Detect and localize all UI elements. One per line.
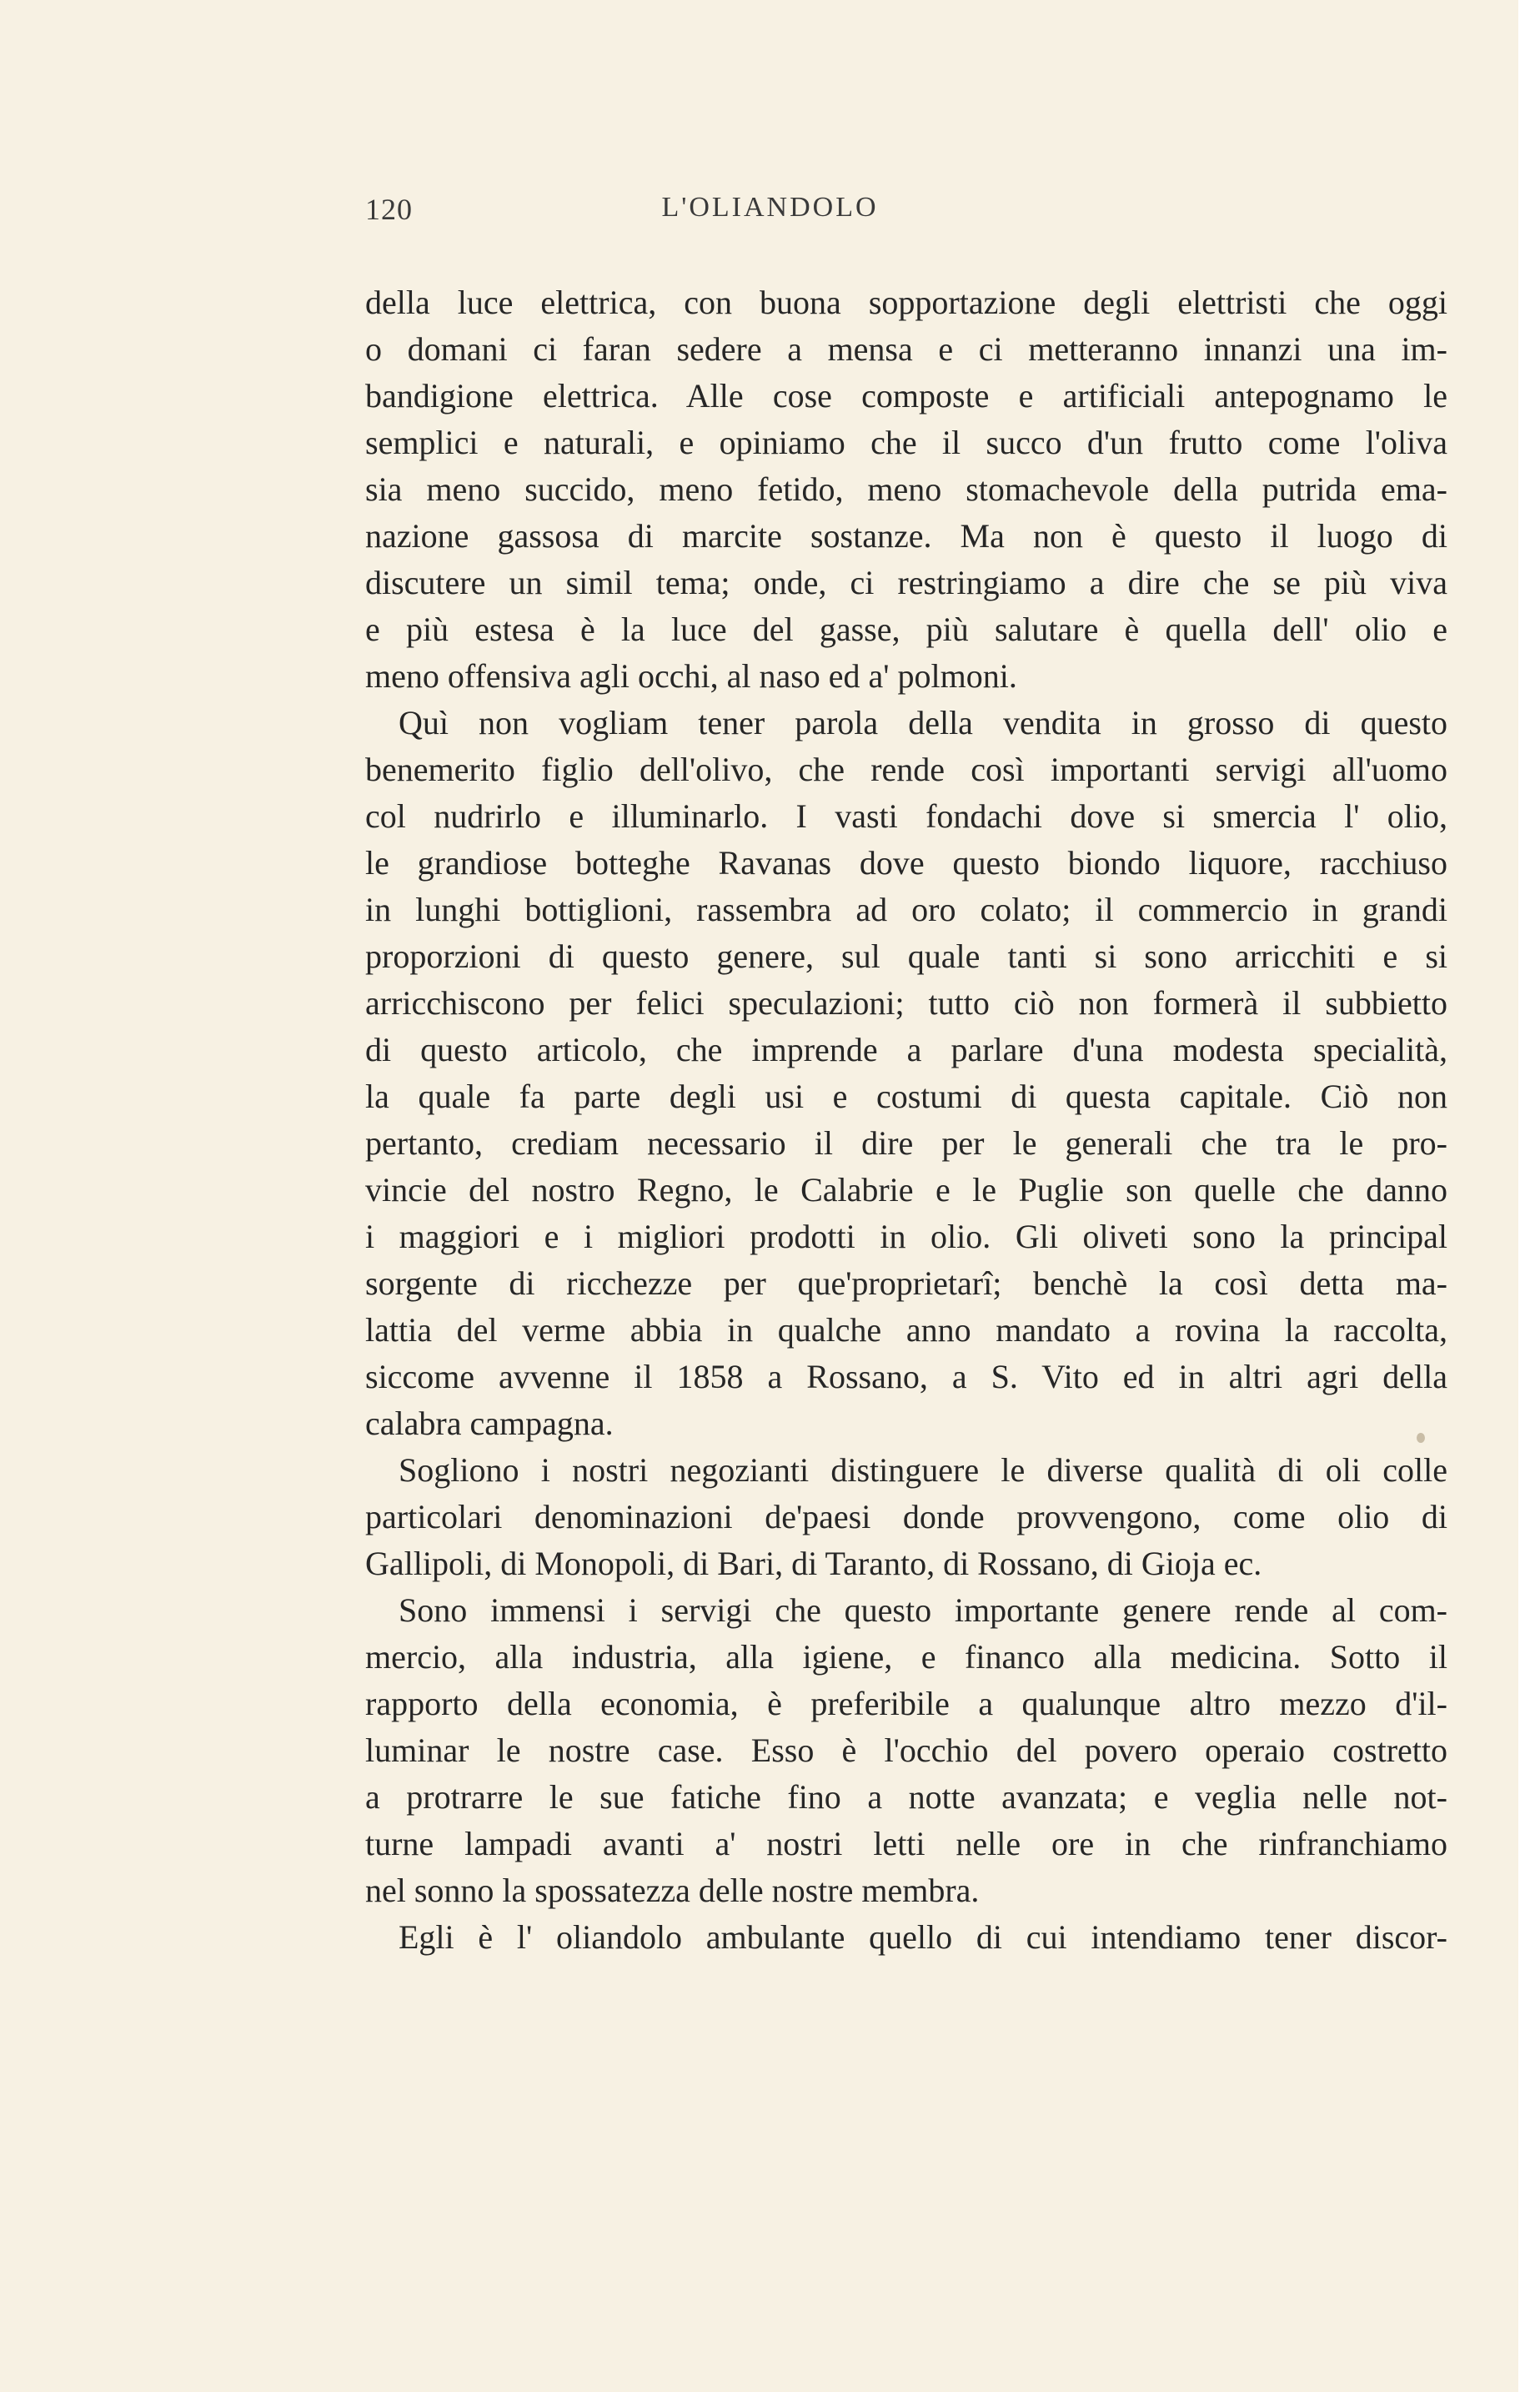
- text-line: la quale fa parte degli usi e costumi di questa capitale. Ciò non: [365, 1078, 1447, 1115]
- text-line: luminar le nostre case. Esso è l'occhio del povero operaio costretto: [365, 1731, 1447, 1769]
- text-line: i maggiori e i migliori prodotti in olio. Gli oliveti sono la principal: [365, 1218, 1447, 1255]
- text-line: vincie del nostro Regno, le Calabrie e le Puglie son quelle che danno: [365, 1171, 1447, 1209]
- text-line: benemerito figlio dell'olivo, che rende così importanti servigi all'uomo: [365, 751, 1447, 788]
- text-line: o domani ci faran sedere a mensa e ci metteranno innanzi una im-: [365, 330, 1447, 368]
- text-line: proporzioni di questo genere, sul quale tanti si sono arricchiti e si: [365, 937, 1447, 975]
- text-line: meno offensiva agli occhi, al naso ed a' polmoni.: [365, 657, 1017, 695]
- text-line: Sogliono i nostri negozianti distinguere le diverse qualità di oli colle: [399, 1451, 1447, 1489]
- text-line: siccome avvenne il 1858 a Rossano, a S. Vito ed in altri agri della: [365, 1358, 1447, 1395]
- text-line: le grandiose botteghe Ravanas dove questo biondo liquore, racchiuso: [365, 844, 1447, 882]
- text-line: lattia del verme abbia in qualche anno mandato a rovina la raccolta,: [365, 1311, 1447, 1349]
- text-line: sia meno succido, meno fetido, meno stomachevole della putrida ema-: [365, 470, 1447, 508]
- text-line: col nudrirlo e illuminarlo. I vasti fondachi dove si smercia l' olio,: [365, 797, 1447, 835]
- text-line: calabra campagna.: [365, 1405, 614, 1442]
- paper-speck: [1417, 1433, 1425, 1443]
- text-line: particolari denominazioni de'paesi donde provvengono, come olio di: [365, 1498, 1447, 1535]
- running-title: L'OLIANDOLO: [661, 192, 879, 223]
- text-line: nazione gassosa di marcite sostanze. Ma non è questo il luogo di: [365, 517, 1447, 555]
- text-line: sorgente di ricchezze per que'proprietarî; benchè la così detta ma-: [365, 1264, 1447, 1302]
- text-line: arricchiscono per felici speculazioni; tutto ciò non formerà il subbietto: [365, 984, 1447, 1022]
- text-line: e più estesa è la luce del gasse, più salutare è quella dell' olio e: [365, 611, 1447, 648]
- text-line: mercio, alla industria, alla igiene, e financo alla medicina. Sotto il: [365, 1638, 1447, 1676]
- text-line: della luce elettrica, con buona sopportazione degli elettristi che oggi: [365, 284, 1447, 321]
- text-line: discutere un simil tema; onde, ci restringiamo a dire che se più viva: [365, 564, 1447, 601]
- text-line: bandigione elettrica. Alle cose composte e artificiali antepognamo le: [365, 377, 1447, 415]
- text-line: Quì non vogliam tener parola della vendita in grosso di questo: [399, 704, 1447, 741]
- text-line: in lunghi bottiglioni, rassembra ad oro colato; il commercio in grandi: [365, 891, 1447, 928]
- text-line: nel sonno la spossatezza delle nostre membra.: [365, 1872, 980, 1909]
- scan-margin: [1518, 0, 1540, 2392]
- page-number: 120: [365, 193, 413, 226]
- text-line: pertanto, crediam necessario il dire per le generali che tra le pro-: [365, 1124, 1447, 1162]
- text-line: a protrarre le sue fatiche fino a notte avanzata; e veglia nelle not-: [365, 1778, 1447, 1816]
- text-line: Gallipoli, di Monopoli, di Bari, di Taranto, di Rossano, di Gioja ec.: [365, 1545, 1262, 1582]
- text-line: rapporto della economia, è preferibile a qualunque altro mezzo d'il-: [365, 1685, 1447, 1722]
- text-line: semplici e naturali, e opiniamo che il succo d'un frutto come l'oliva: [365, 424, 1447, 461]
- text-line: Egli è l' oliandolo ambulante quello di cui intendiamo tener discor-: [399, 1918, 1447, 1956]
- text-line: di questo articolo, che imprende a parlare d'una modesta specialità,: [365, 1031, 1447, 1068]
- text-line: turne lampadi avanti a' nostri letti nelle ore in che rinfranchiamo: [365, 1825, 1447, 1862]
- body-text: [365, 279, 1447, 1961]
- text-line: Sono immensi i servigi che questo importante genere rende al com-: [399, 1591, 1447, 1629]
